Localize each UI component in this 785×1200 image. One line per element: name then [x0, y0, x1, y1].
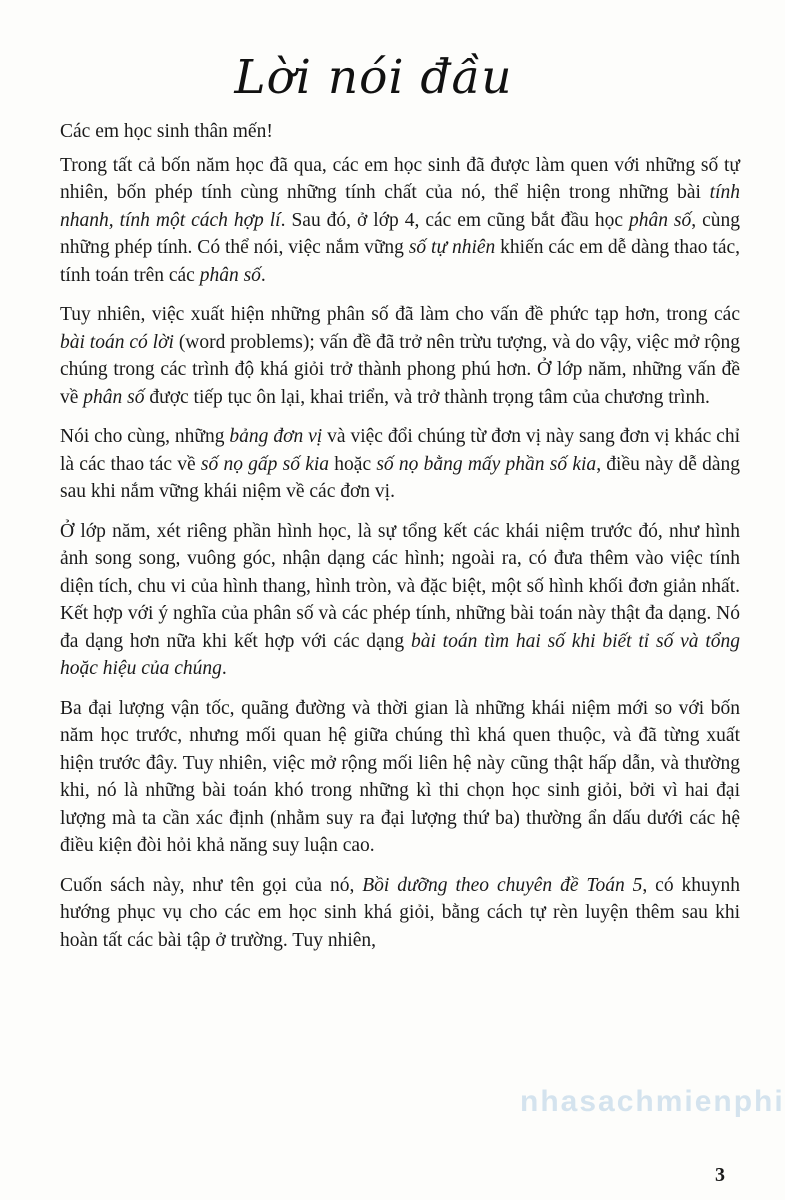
page-number: 3: [715, 1164, 725, 1186]
page-title: Lời nói đầu: [234, 50, 513, 105]
paragraph-5: Ba đại lượng vận tốc, quãng đường và thời gian là những khái niệm mới so với bốn năm học trước, nhưng mối quan hệ giữa chúng thì khá quen thuộc, và đã từng xuất hiện trước đây. Tuy nhiên, việc mở rộng mối liên hệ này cũng thật hấp dẫn, và thường khi, nó là những bài toán khó trong những kì thi chọn học sinh giỏi, bởi vì hai đại lượng mà ta cần xác định (nhằm suy ra đại lượng thứ ba) thường ẩn dấu dưới các hệ điều kiện đòi hỏi khả năng suy luận cao.: [60, 697, 740, 856]
paragraph-4: Ở lớp năm, xét riêng phần hình học, là sự tổng kết các khái niệm trước đó, như hình ảnh song song, vuông góc, nhận dạng các hình; ngoài ra, có đưa thêm vào việc tính diện tích, chu vi của hình thang, hình tròn, và đặc biệt, một số hình khối đơn giản nhất. Kết hợp với ý nghĩa của phân số và các phép tính, những bài toán này thật đa dạng. Nó đa dạng hơn nữa khi kết hợp với các dạng bài toán tìm hai số khi biết tỉ số và tổng hoặc hiệu của chúng.: [60, 520, 740, 679]
paragraph-1: Trong tất cả bốn năm học đã qua, các em học sinh đã được làm quen với những số tự nhiên, bốn phép tính cùng những tính chất của nó, thể hiện trong những bài tính nhanh, tính một cách hợp lí. Sau đó, ở lớp 4, các em cũng bắt đầu học phân số, cùng những phép tính. Có thể nói, việc nắm vững số tự nhiên khiến các em dễ dàng thao tác, tính toán trên các phân số.: [60, 154, 741, 286]
paragraph-2: Tuy nhiên, việc xuất hiện những phân số đã làm cho vấn đề phức tạp hơn, trong các bài toán có lời (word problems); vấn đề đã trở nên trừu tượng, và do vậy, việc mở rộng chúng trong các trình độ khá giỏi trở thành phong phú hơn. Ở lớp năm, những vấn đề về phân số được tiếp tục ôn lại, khai triển, và trở thành trọng tâm của chương trình.: [60, 304, 741, 408]
watermark-logo: nhasachmienphi: [520, 1085, 785, 1118]
greeting: Các em học sinh thân mến!: [60, 121, 273, 142]
paragraph-6: Cuốn sách này, như tên gọi của nó, Bồi dưỡng theo chuyên đề Toán 5, có khuynh hướng phục vụ cho các em học sinh khá giỏi, bằng cách tự rèn luyện thêm sau khi hoàn tất các bài tập ở trường. Tuy nhiên,: [60, 874, 740, 951]
paragraph-3: Nói cho cùng, những bảng đơn vị và việc đổi chúng từ đơn vị này sang đơn vị khác chỉ là các thao tác về số nọ gấp số kia hoặc số nọ bằng mấy phần số kia, điều này dễ dàng sau khi nắm vững khái niệm về các đơn vị.: [60, 426, 741, 502]
preface-body: [60, 118, 740, 966]
